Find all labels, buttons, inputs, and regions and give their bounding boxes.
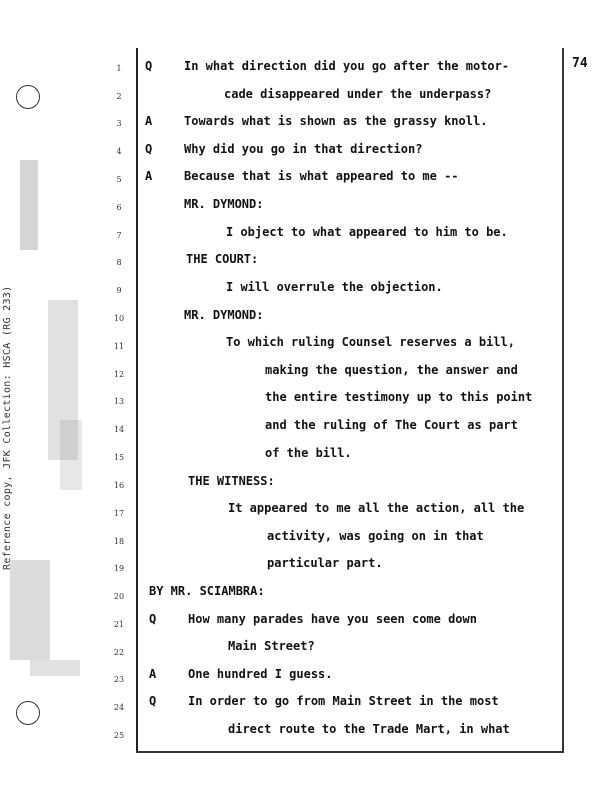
speaker-label: A <box>145 114 153 128</box>
left-margin-rule <box>136 48 138 753</box>
speaker-label: A <box>145 169 153 183</box>
speaker-label: Q <box>145 59 153 73</box>
transcript-line: In order to go from Main Street in the most <box>188 694 499 708</box>
line-number: 21 <box>113 620 125 629</box>
bottom-rule <box>136 751 564 753</box>
transcript-line: THE WITNESS: <box>188 474 275 488</box>
transcript-line: THE COURT: <box>186 252 259 266</box>
line-number: 16 <box>113 481 125 490</box>
transcript-line: Towards what is shown as the grassy knoll. <box>184 114 488 128</box>
line-number: 18 <box>113 537 125 546</box>
right-margin-rule <box>562 48 564 753</box>
transcript-line: particular part. <box>267 556 383 570</box>
line-number: 11 <box>113 342 125 351</box>
line-number: 22 <box>113 648 125 657</box>
line-number: 14 <box>113 425 125 434</box>
transcript-line: How many parades have you seen come down <box>188 612 477 626</box>
transcript-line: cade disappeared under the underpass? <box>224 87 492 101</box>
transcript-line: Why did you go in that direction? <box>184 142 423 156</box>
line-number: 8 <box>116 258 122 267</box>
line-number: 6 <box>116 203 122 212</box>
line-number: 5 <box>116 175 122 184</box>
transcript-line: direct route to the Trade Mart, in what <box>228 722 510 736</box>
transcript-line: Main Street? <box>228 639 315 653</box>
speaker-label: A <box>149 667 157 681</box>
line-number: 13 <box>113 397 125 406</box>
transcript-line: the entire testimony up to this point <box>265 390 533 404</box>
transcript-line: activity, was going on in that <box>267 529 484 543</box>
transcript-line: of the bill. <box>265 446 352 460</box>
line-number: 10 <box>113 314 125 323</box>
speaker-label: Q <box>145 142 153 156</box>
transcript-line: In what direction did you go after the motor- <box>184 59 510 73</box>
transcript-line: Because that is what appeared to me -- <box>184 169 459 183</box>
line-number: 7 <box>116 231 122 240</box>
line-number: 1 <box>116 64 122 73</box>
line-number: 3 <box>116 119 122 128</box>
line-number: 9 <box>116 286 122 295</box>
line-number: 12 <box>113 370 125 379</box>
speaker-label: Q <box>149 694 157 708</box>
line-number: 25 <box>113 731 125 740</box>
transcript-line: MR. DYMOND: <box>184 197 264 211</box>
line-number: 23 <box>113 675 125 684</box>
transcript-line: One hundred I guess. <box>188 667 333 681</box>
transcript-line: I will overrule the objection. <box>226 280 443 294</box>
transcript-line: To which ruling Counsel reserves a bill, <box>226 335 515 349</box>
line-number: 15 <box>113 453 125 462</box>
transcript-line: MR. DYMOND: <box>184 308 264 322</box>
transcript-line: and the ruling of The Court as part <box>265 418 518 432</box>
transcript-line: making the question, the answer and <box>265 363 518 377</box>
punch-hole-bottom <box>16 701 40 725</box>
transcript-line: It appeared to me all the action, all the <box>228 501 525 515</box>
punch-hole-top <box>16 85 40 109</box>
line-number: 20 <box>113 592 125 601</box>
transcript-line: I object to what appeared to him to be. <box>226 225 508 239</box>
line-number: 19 <box>113 564 125 573</box>
side-stamp: Reference copy, JFK Collection: HSCA (RG 233) <box>2 285 13 570</box>
page-number: 74 <box>572 56 588 71</box>
transcript-line: BY MR. SCIAMBRA: <box>149 584 265 598</box>
line-number: 2 <box>116 92 122 101</box>
line-number: 4 <box>116 147 122 156</box>
speaker-label: Q <box>149 612 157 626</box>
line-number: 24 <box>113 703 125 712</box>
line-number: 17 <box>113 509 125 518</box>
